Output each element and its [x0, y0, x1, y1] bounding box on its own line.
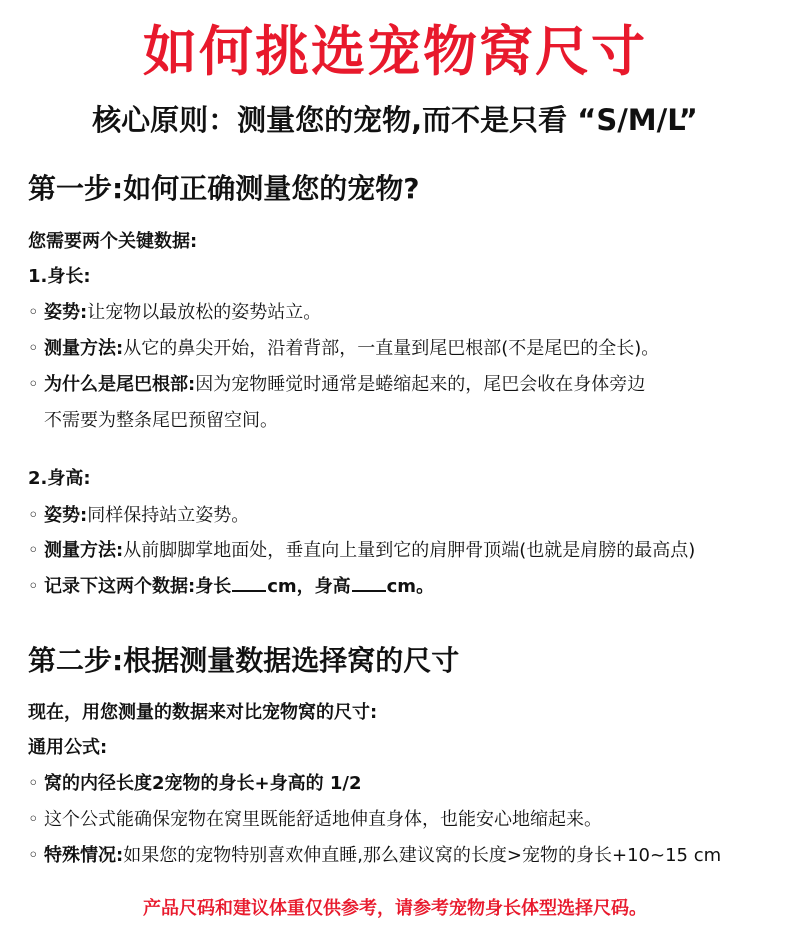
formula-note-text: 这个公式能确保宠物在窝里既能舒适地伸直身体，也能安心地缩起来。 [44, 809, 602, 830]
bullet-icon: ◦ [28, 540, 39, 561]
formula-text: 窝的内径长度2宠物的身长+身高的 1/2 [44, 773, 362, 794]
step1-heading: 第一步:如何正确测量您的宠物? [28, 172, 420, 205]
step1-intro: 您需要两个关键数据: [28, 231, 198, 252]
step2-intro: 现在，用您测量的数据来对比宠物窝的尺寸: [28, 702, 378, 723]
posture-label: 姿势: [44, 505, 88, 526]
method-label: 测量方法: [44, 540, 124, 561]
page-subtitle: 核心原则：测量您的宠物,而不是只看 “S/M/L” [92, 103, 698, 137]
height-posture [28, 503, 249, 529]
record-cm2: cm。 [386, 576, 435, 597]
height-method [28, 538, 695, 564]
method-label: 测量方法: [44, 338, 124, 359]
bullet-icon: ◦ [28, 302, 39, 323]
record-prefix: 记录下这两个数据:身长 [44, 576, 232, 597]
height-title: 2.身高: [28, 468, 91, 489]
height-blank [352, 576, 386, 592]
posture-text: 让宠物以最放松的姿势站立。 [87, 302, 322, 323]
method-text: 从前脚脚掌地面处，垂直向上量到它的肩胛骨顶端(也就是肩膀的最高点) [123, 540, 696, 561]
formula-title: 通用公式: [28, 737, 108, 758]
why-label: 为什么是尾巴根部: [44, 374, 196, 395]
formula-note [28, 807, 602, 833]
length-blank [232, 576, 266, 592]
bullet-icon: ◦ [28, 809, 39, 830]
bullet-icon: ◦ [28, 576, 39, 597]
bullet-icon: ◦ [28, 505, 39, 526]
body-length-method [28, 336, 659, 362]
body-length-why-cont: 不需要为整条尾巴预留空间。 [44, 410, 278, 431]
body-length-title: 1.身长: [28, 266, 91, 287]
bullet-icon: ◦ [28, 338, 39, 359]
bullet-icon: ◦ [28, 773, 39, 794]
special-case [28, 843, 721, 869]
page-title: 如何挑选宠物窝尺寸 [143, 20, 647, 83]
special-label: 特殊情况: [44, 845, 124, 866]
step2-heading: 第二步:根据测量数据选择窝的尺寸 [28, 644, 460, 677]
body-length-posture [28, 300, 321, 326]
body-length-why [28, 372, 645, 398]
why-text: 因为宠物睡觉时通常是蜷缩起来的，尾巴会收在身体旁边 [195, 374, 646, 395]
formula-line [28, 771, 362, 797]
posture-text: 同样保持站立姿势。 [87, 505, 250, 526]
record-line [28, 574, 434, 600]
method-text: 从它的鼻尖开始，沿着背部，一直量到尾巴根部(不是尾巴的全长)。 [123, 338, 660, 359]
posture-label: 姿势: [44, 302, 88, 323]
footer-note: 产品尺码和建议体重仅供参考，请参考宠物身长体型选择尺码。 [143, 898, 647, 919]
bullet-icon: ◦ [28, 374, 39, 395]
special-text: 如果您的宠物特别喜欢伸直睡,那么建议窝的长度>宠物的身长+10~15 cm [123, 845, 722, 866]
bullet-icon: ◦ [28, 845, 39, 866]
record-cm1: cm，身高 [267, 576, 351, 597]
